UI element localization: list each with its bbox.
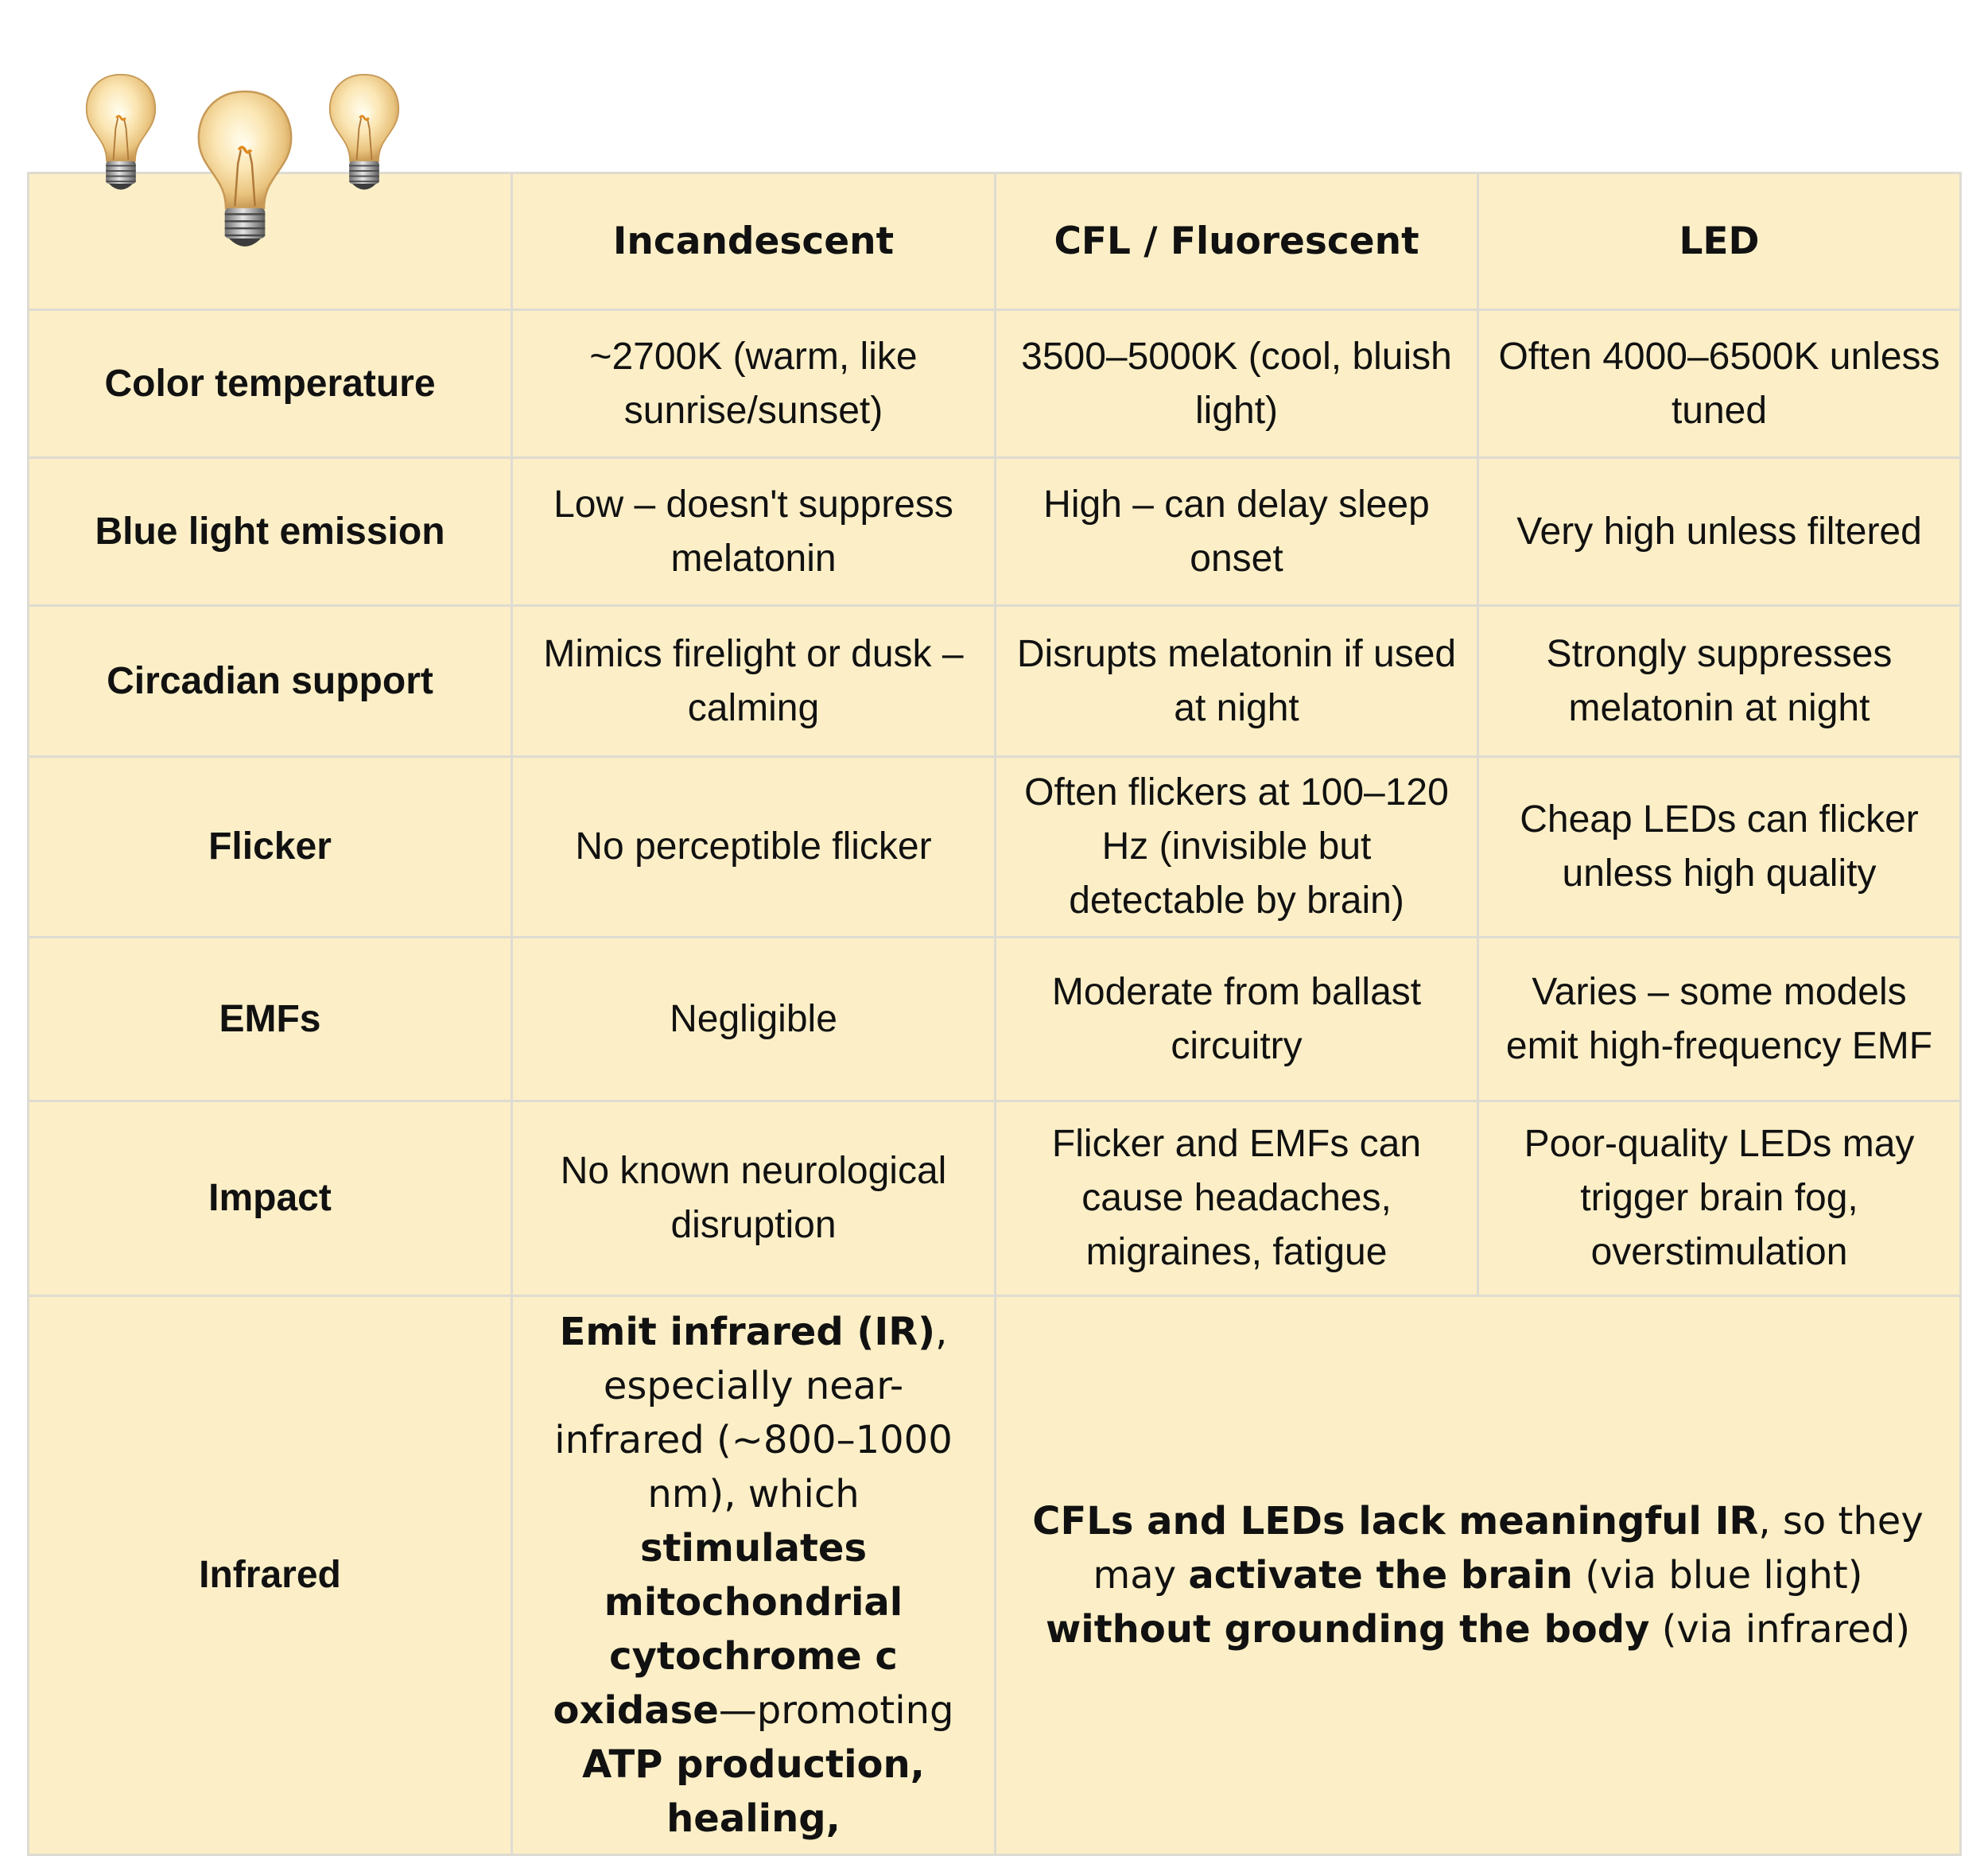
cell-incandescent: No known neurological disruption [512,1101,996,1296]
light-bulb-icon [326,72,402,196]
table-row [29,938,1961,1101]
cell-incandescent-infrared [512,1296,996,1855]
ir-text-segment: Emit infrared (IR) [559,1310,936,1354]
row-label: Infrared [29,1296,512,1855]
row-label: EMFs [29,938,512,1101]
cell-led: Very high unless filtered [1478,458,1961,606]
cell-led: Strongly suppresses melatonin at night [1478,606,1961,757]
table-row [29,458,1961,606]
row-label: Impact [29,1101,512,1296]
table-row [29,310,1961,458]
cell-incandescent: Low – doesn't suppress melatonin [512,458,996,606]
ir-text-segment: CFLs and LEDs lack meaningful IR [1032,1499,1759,1543]
ir-text-segment: (via infrared) [1649,1607,1911,1652]
cell-led: Cheap LEDs can flicker unless high quality [1478,757,1961,938]
cell-led: Varies – some models emit high-frequency EMF [1478,938,1961,1101]
cell-incandescent: Negligible [512,938,996,1101]
header-cfl: CFL / Fluorescent [996,173,1478,310]
ir-text-segment: (via blue light) [1572,1553,1863,1598]
lighting-comparison-table [27,172,1962,1856]
row-label: Blue light emission [29,458,512,606]
ir-text-segment: , especially near-infrared (~800–1000 nm), which [554,1310,953,1516]
cell-incandescent: No perceptible flicker [512,757,996,938]
table-row [29,606,1961,757]
table-row [29,1101,1961,1296]
ir-text-segment: activate the brain [1188,1553,1573,1598]
table-row [29,757,1961,938]
cell-cfl-led-infrared [996,1296,1961,1855]
ir-text-segment: , so they may [1093,1499,1924,1598]
cell-cfl: Moderate from ballast circuitry [996,938,1478,1101]
cell-led: Often 4000–6500K unless tuned [1478,310,1961,458]
header-led: LED [1478,173,1961,310]
ir-text-segment: stimulates mitochondrial cytochrome c oxidase [553,1526,903,1733]
cell-cfl: 3500–5000K (cool, bluish light) [996,310,1478,458]
cell-incandescent: Mimics firelight or dusk – calming [512,606,996,757]
cell-cfl: Often flickers at 100–120 Hz (invisible but detectable by brain) [996,757,1478,938]
header-incandescent: Incandescent [512,173,996,310]
cell-led: Poor-quality LEDs may trigger brain fog, overstimulation [1478,1101,1961,1296]
ir-text-segment: without grounding the body [1045,1607,1650,1652]
ir-text-segment: —promoting [718,1688,954,1733]
ir-text-segment: ATP production, healing, [582,1742,925,1841]
cell-cfl: Flicker and EMFs can cause headaches, migraines, fatigue [996,1101,1478,1296]
row-label: Color temperature [29,310,512,458]
light-bulbs-illustration [0,0,509,262]
light-bulb-icon [194,87,296,254]
light-bulb-icon [83,72,159,196]
row-label: Flicker [29,757,512,938]
cell-cfl: Disrupts melatonin if used at night [996,606,1478,757]
infrared-row [29,1296,1961,1855]
cell-incandescent: ~2700K (warm, like sunrise/sunset) [512,310,996,458]
cell-cfl: High – can delay sleep onset [996,458,1478,606]
row-label: Circadian support [29,606,512,757]
